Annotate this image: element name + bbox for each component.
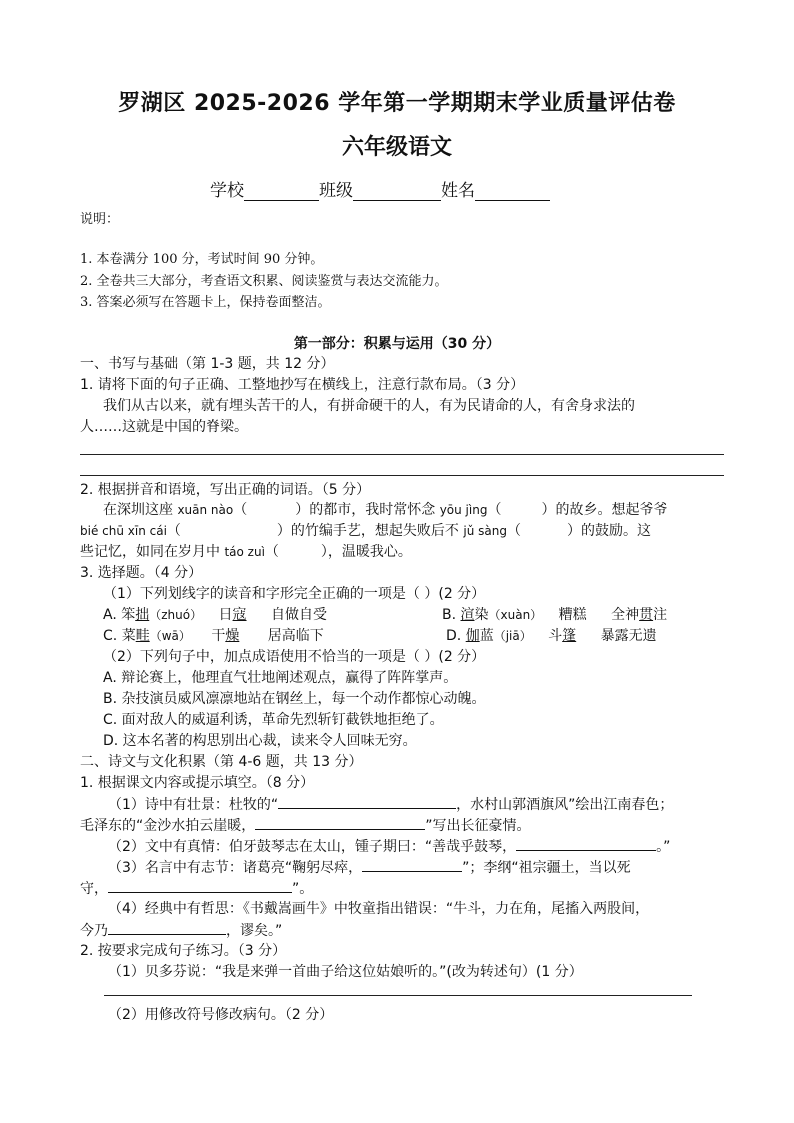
text: 守， (80, 881, 108, 897)
fill-blank[interactable] (255, 815, 425, 830)
q5-answer-line[interactable] (104, 995, 692, 996)
note-item: 1. 本卷满分 100 分，考试时间 90 分钟。 (80, 252, 324, 267)
text: （1）诗中有壮景：杜牧的“ (108, 797, 279, 813)
q2-text: 的竹编手艺，想起失败后不 (290, 523, 459, 539)
q3-stem: 3. 选择题。（4 分） (80, 565, 203, 581)
underlined-char: 伽 (465, 628, 480, 644)
word-part: 全神 (611, 607, 640, 623)
option-d[interactable] (446, 626, 657, 646)
q2-text: 在深圳这座 (103, 502, 173, 518)
pinyin: xuān nào (177, 503, 234, 517)
word-part: 日 (218, 607, 233, 623)
word-part: 干 (211, 628, 226, 644)
pinyin: táo zuì (224, 545, 265, 559)
exam-subtitle: 六年级语文 (341, 135, 452, 160)
class-field[interactable] (353, 182, 441, 201)
word-part: 蓝 (479, 628, 494, 644)
text: ，水村山郭酒旗风”绘出江南春色； (456, 797, 674, 813)
class-label: 班级 (319, 181, 353, 201)
underlined-char: 寇 (232, 607, 247, 623)
q2-text: 的鼓励。这 (580, 523, 651, 539)
text: ”。 (292, 881, 314, 897)
underlined-char: 篷 (562, 628, 577, 644)
q4-sub4-line2 (80, 920, 282, 941)
q1-answer-line[interactable] (80, 475, 724, 476)
q3-sub2: （2）下列句子中，加点成语使用不恰当的一项是（ ）(2 分） (103, 649, 486, 665)
underlined-char: 渲 (460, 607, 475, 623)
underlined-char: 畦 (135, 628, 150, 644)
text: ”写出长征豪情。 (425, 818, 531, 834)
word-part: 染 (474, 607, 489, 623)
q5-sub1: （1）贝多芬说：“我是来弹一首曲子给这位姑娘听的。”(改为转述句）(1 分） (108, 964, 583, 980)
notes-heading: 说明： (80, 212, 120, 227)
name-label: 姓名 (441, 181, 475, 201)
option-b[interactable] (442, 605, 667, 625)
school-label: 学校 (210, 181, 244, 201)
pinyin: （xuàn） (488, 608, 543, 622)
option-label: B. (442, 607, 457, 623)
section2-title: 二、诗文与文化积累（第 4-6 题，共 13 分） (80, 754, 363, 770)
q3-sub1: （1）下列划线字的读音和字形完全正确的一项是（ ）(2 分） (103, 586, 486, 602)
word-part: 注 (653, 607, 668, 623)
pinyin: jǔ sàng (463, 524, 507, 538)
sub2-option-b[interactable]: B. 杂技演员威风凛凛地站在钢丝上，每一个动作都惊心动魄。 (103, 691, 486, 707)
option-a[interactable] (103, 605, 327, 625)
text: 毛泽东的“金沙水拍云崖暖， (80, 818, 256, 834)
q4-sub4-line1: （4）经典中有哲思：《书戴嵩画牛》中牧童指出错误：“牛斗，力在角，尾搐入两股间， (108, 901, 650, 917)
section1-title: 一、书写与基础（第 1-3 题，共 12 分） (80, 356, 335, 372)
text: ”；李纲“祖宗疆土，当以死 (462, 860, 631, 876)
text: 今乃 (80, 923, 108, 939)
q2-text: ，温暖我心。 (327, 544, 412, 560)
word-part: 斗 (548, 628, 563, 644)
sub2-option-c[interactable]: C. 面对敌人的威逼利诱，革命先烈斩钉截铁地拒绝了。 (103, 712, 444, 728)
fill-blank[interactable] (516, 836, 656, 851)
note-item: 2. 全卷共三大部分，考查语文积累、阅读鉴赏与表达交流能力。 (80, 274, 448, 289)
pinyin: （wā） (149, 629, 191, 643)
text: ，谬矣。” (226, 923, 283, 939)
note-item: 3. 答案必须写在答题卡上，保持卷面整洁。 (80, 295, 331, 310)
sub2-option-a[interactable]: A. 辩论赛上，他理直气壮地阐述观点，赢得了阵阵掌声。 (103, 670, 458, 686)
fill-blank[interactable] (278, 794, 456, 809)
q4-sub2 (108, 836, 670, 857)
q2-text: 些记忆，如同在岁月中 (80, 544, 220, 560)
pinyin: bié chū xīn cái (80, 524, 167, 538)
text: 。” (656, 839, 671, 855)
pinyin: （zhuó） (149, 608, 203, 622)
option-label: D. (446, 628, 462, 644)
underlined-char: 拙 (135, 607, 150, 623)
q2-line2: bié chū xīn cái（ ）的竹编手艺，想起失败后不 jǔ sàng（ ）的鼓励。这 (80, 523, 651, 539)
q2-line1: 在深圳这座 xuān nào（ ）的都市，我时常怀念 yōu jìng（ ）的故乡。想起爷爷 (103, 502, 668, 518)
word: 暴露无遗 (600, 628, 657, 644)
q4-sub3-line1 (108, 857, 631, 878)
exam-title: 罗湖区 2025-2026 学年第一学期期末学业质量评估卷 (118, 91, 676, 116)
q4-sub1-line1 (108, 794, 673, 815)
q2-text: 的都市，我时常怀念 (309, 502, 436, 518)
student-info-row (210, 176, 550, 201)
text: （2）文中有真情：伯牙鼓琴志在太山，锺子期曰：“善哉乎鼓琴， (108, 839, 517, 855)
q4-stem: 1. 根据课文内容或提示填空。（8 分） (80, 775, 315, 791)
name-field[interactable] (475, 182, 550, 201)
option-label: A. (103, 607, 117, 623)
word: 糟糕 (558, 607, 587, 623)
q1-text-line2: 人……这就是中国的脊梁。 (80, 419, 248, 435)
q4-sub1-line2 (80, 815, 531, 836)
sub2-option-d[interactable]: D. 这本名著的构思别出心裁，读来令人回味无穷。 (103, 733, 417, 749)
q2-stem: 2. 根据拼音和语境，写出正确的词语。（5 分） (80, 482, 371, 498)
underlined-char: 燥 (225, 628, 240, 644)
q2-line3: 些记忆，如同在岁月中 táo zuì（ ），温暖我心。 (80, 544, 412, 560)
q1-stem: 1. 请将下面的句子正确、工整地抄写在横线上，注意行款布局。（3 分） (80, 377, 525, 393)
fill-blank[interactable] (108, 920, 226, 935)
q5-stem: 2. 按要求完成句子练习。（3 分） (80, 943, 287, 959)
fill-blank[interactable] (362, 857, 462, 872)
q1-answer-line[interactable] (80, 454, 724, 455)
word-part: 笨 (121, 607, 136, 623)
pinyin: （jiā） (493, 629, 532, 643)
option-label: C. (103, 628, 118, 644)
text: （3）名言中有志节：诸葛亮“鞠躬尽瘁， (108, 860, 363, 876)
pinyin: yōu jìng (439, 503, 488, 517)
q4-sub3-line2 (80, 878, 313, 899)
school-field[interactable] (244, 182, 319, 201)
q2-text: 的故乡。想起爷爷 (555, 502, 668, 518)
word: 自做自受 (271, 607, 327, 623)
word: 居高临下 (267, 628, 324, 644)
word-part: 菜 (121, 628, 136, 644)
fill-blank[interactable] (108, 878, 292, 893)
part1-heading: 第一部分：积累与运用（30 分） (293, 336, 501, 352)
underlined-char: 贯 (639, 607, 654, 623)
option-c[interactable] (103, 626, 324, 646)
q5-sub2: （2）用修改符号修改病句。（2 分） (108, 1007, 334, 1023)
q1-text-line1: 我们从古以来，就有埋头苦干的人，有拼命硬干的人，有为民请命的人，有舍身求法的 (103, 398, 635, 414)
